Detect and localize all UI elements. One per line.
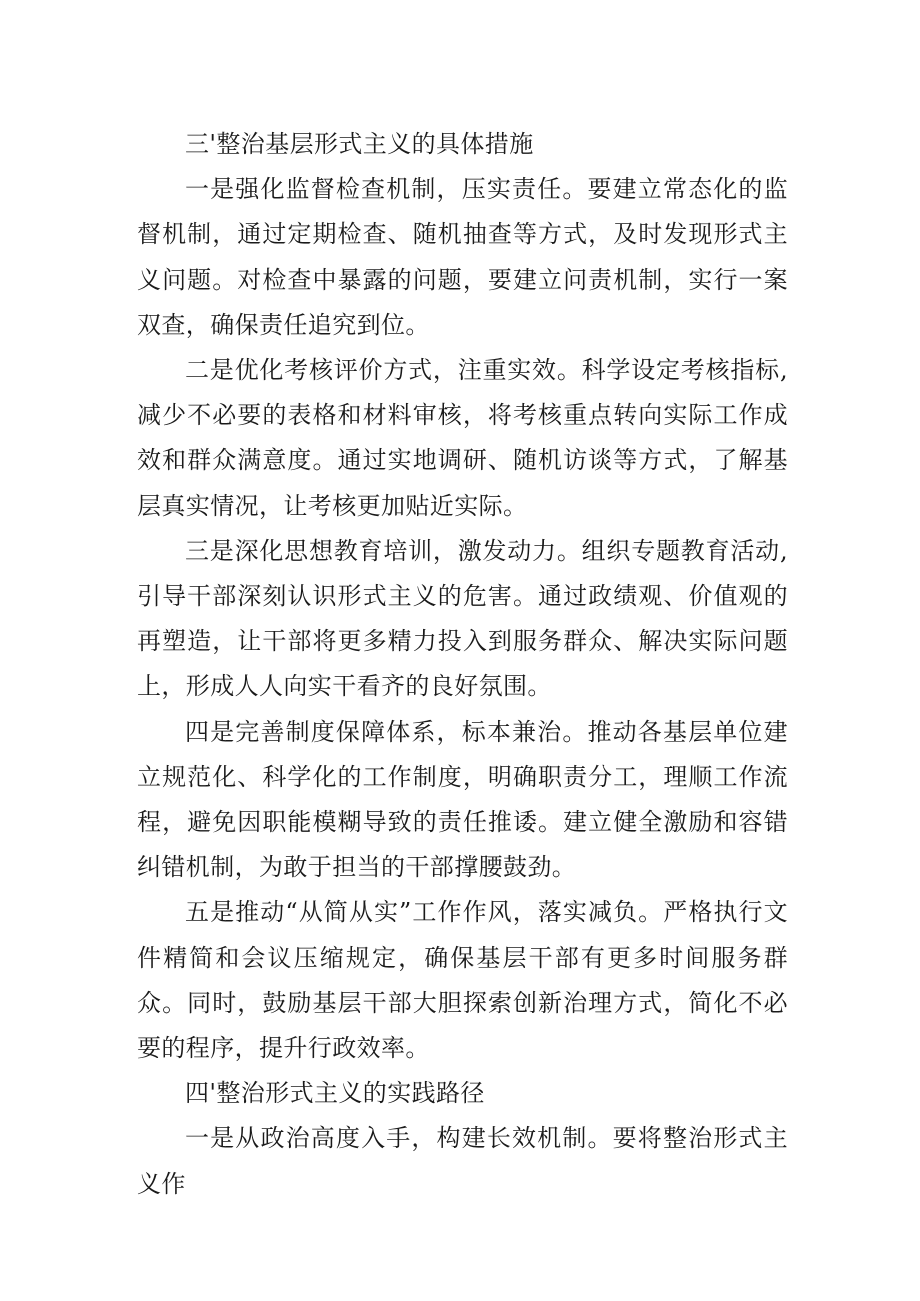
paragraph-work-style: 五是推动“从简从实”工作作风，落实减负。严格执行文件精简和会议压缩规定，确保基层干部有更多时间服务群众。同时，鼓励基层干部大胆探索创新治理方式，简化不必要的程序，提升行政效率。 bbox=[137, 898, 788, 1063]
paragraph-evaluation: 二是优化考核评价方式，注重实效。科学设定考核指标,减少不必要的表格和材料审核，将考核重点转向实际工作成效和群众满意度。通过实地调研、随机访谈等方式，了解基层真实情况，让考核更加贴近实际。 bbox=[137, 356, 788, 520]
paragraph-long-term-mechanism: 一是从政治高度入手，构建长效机制。要将整治形式主义作 bbox=[137, 1124, 788, 1198]
section-heading-3: 三'整治基层形式主义的具体措施 bbox=[185, 130, 534, 158]
document-body bbox=[137, 122, 788, 1207]
paragraph-supervision: 一是强化监督检查机制，压实责任。要建立常态化的监督机制，通过定期检查、随机抽查等方式，及时发现形式主义问题。对检查中暴露的问题，要建立问责机制，实行一案双查，确保责任追究到位。 bbox=[137, 175, 788, 339]
section-heading-4: 四'整治形式主义的实践路径 bbox=[185, 1079, 485, 1108]
paragraph-institutions: 四是完善制度保障体系，标本兼治。推动各基层单位建立规范化、科学化的工作制度，明确职责分工，理顺工作流程，避免因职能模糊导致的责任推诿。建立健全激励和容错纠错机制，为敢于担当的干部撑腰鼓劲。 bbox=[137, 717, 788, 882]
paragraph-education: 三是深化思想教育培训，激发动力。组织专题教育活动,引导干部深刻认识形式主义的危害。通过政绩观、价值观的再塑造，让干部将更多精力投入到服务群众、解决实际问题上，形成人人向实干看齐的良好氛围。 bbox=[137, 536, 788, 701]
